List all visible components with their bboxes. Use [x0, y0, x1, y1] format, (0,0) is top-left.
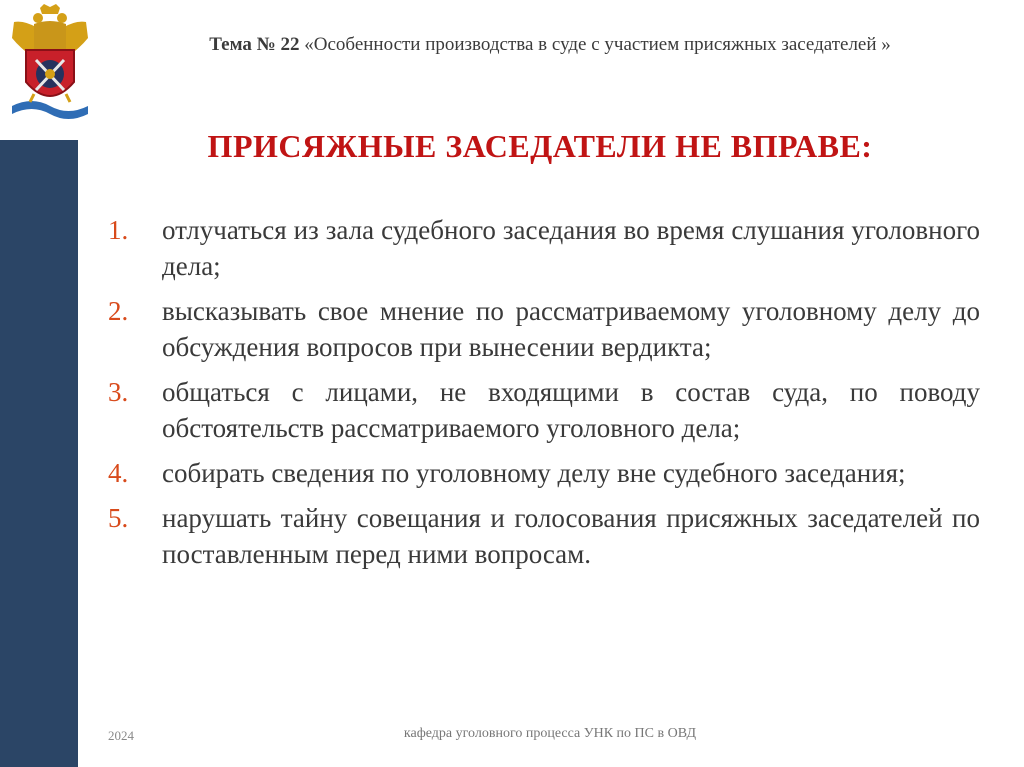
list-item: [108, 500, 980, 572]
topic-label: Тема № 22: [209, 34, 300, 55]
topic-text: «Особенности производства в суде с участием присяжных заседателей »: [304, 34, 891, 55]
list-item-text: общаться с лицами, не входящими в состав суда, по поводу обстоятельств рассматриваемого уголовного дела;: [162, 377, 980, 443]
list-item-number: 3.: [108, 377, 129, 407]
list-item-number: 5.: [108, 503, 129, 533]
topic-title: [120, 34, 980, 56]
list-item: [108, 374, 980, 446]
list-item: [108, 455, 980, 491]
sidebar-bar: [0, 140, 78, 767]
page-heading: ПРИСЯЖНЫЕ ЗАСЕДАТЕЛИ НЕ ВПРАВЕ:: [207, 128, 873, 164]
restrictions-list: [108, 212, 980, 581]
list-item-text: отлучаться из зала судебного заседания во время слушания уголовного дела;: [162, 215, 980, 281]
list-item-text: высказывать свое мнение по рассматриваемому уголовному делу до обсуждения вопросов при вынесении вердикта;: [162, 296, 980, 362]
list-item-number: 4.: [108, 458, 129, 488]
list-item-text: нарушать тайну совещания и голосования присяжных заседателей по поставленным перед ними вопросам.: [162, 503, 980, 569]
footer-department: кафедра уголовного процесса УНК по ПС в ОВД: [403, 726, 697, 741]
footer-year: 2024: [108, 728, 134, 743]
list-item: [108, 293, 980, 365]
list-item-number: 1.: [108, 215, 129, 245]
list-item-number: 2.: [108, 296, 129, 326]
list-item-text: собирать сведения по уголовному делу вне судебного заседания;: [162, 458, 906, 488]
eagle-emblem-icon: [4, 2, 96, 130]
list-item: [108, 212, 980, 284]
